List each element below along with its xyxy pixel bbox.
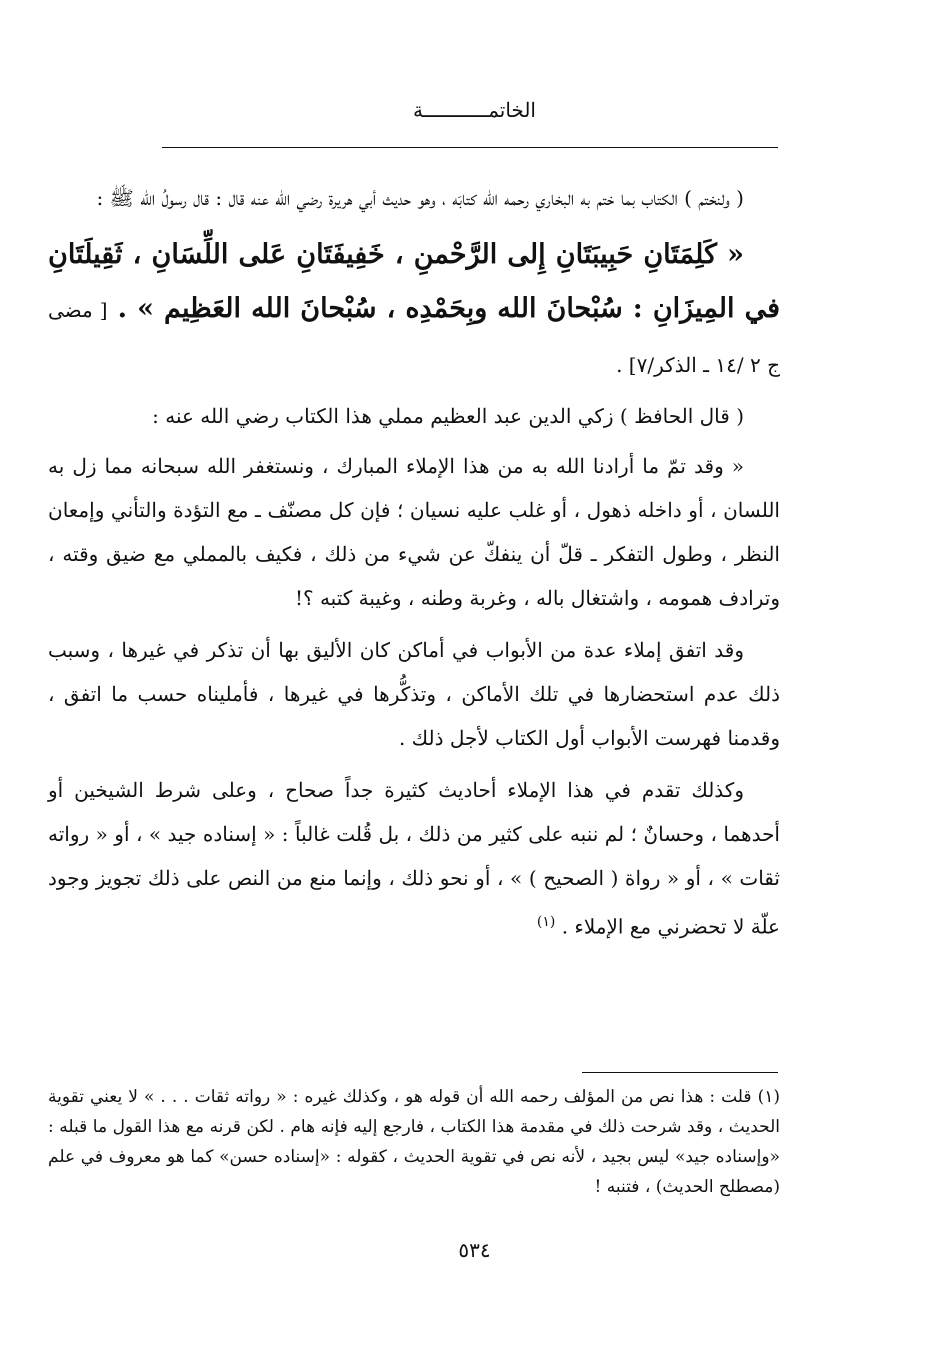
footnote-marker: (١) bbox=[536, 914, 556, 930]
footnote: (١) قلت : هذا نص من المؤلف رحمه الله أن قوله هو ، وكذلك غيره : « رواته ثقات . . . » لا يعني تقوية الحديث ، وقد شرحت ذلك في مقدمة هذا الكتاب ، فارجع إليه فإنه هام . لكن قرنه مع هذا القول ما قبله : «وإسناده جيد» ليس بجيد ، لأنه نص في تقوية الحديث ، كقوله : «إسناده حسن» كما هو معروف في علم (مصطلح الحديث) ، فتنبه ! bbox=[48, 1087, 780, 1197]
footnote-rule bbox=[582, 1072, 778, 1073]
paragraph-hafiz: ( قال الحافظ ) زكي الدين عبد العظيم مملي هذا الكتاب رضي الله عنه : bbox=[152, 404, 744, 428]
hadith-text: « كَلِمَتَانِ حَبِيبَتَانِ إِلى الرَّحْمنِ ، خَفِيفَتَانِ عَلى اللِّسَانِ ، ثَقِيلَتَانِ في المِيزَانِ : سُبْحانَ الله وبِحَمْدِه ، سُبْحانَ الله العَظِيم » . bbox=[48, 239, 780, 324]
header-rule bbox=[162, 147, 778, 148]
page-number: ٥٣٤ bbox=[458, 1238, 491, 1262]
paragraph-intro: ( ولنختم ) الكتاب بما ختم به البخاري رحمه الله كتابَه ، وهو حديث أبي هريرة رضي الله عنه قال : قال رسولُ الله ﷺ : bbox=[96, 186, 744, 210]
main-text bbox=[48, 176, 780, 957]
hadith-reference: [ مضى ج ٢ /١٤ ـ الذكر/٧] . bbox=[48, 298, 780, 377]
paragraph-closing-note: « وقد تمّ ما أرادنا الله به من هذا الإملاء المبارك ، ونستغفر الله سبحانه مما زل به اللسان ، أو داخله ذهول ، أو غلب عليه نسيان ؛ فإن كل مصنّف ـ مع التؤدة والتأني وإمعان النظر ، وطول التفكر ـ قلّ أن ينفكّ عن شيء من ذلك ، فكيف بالمملي مع ضيق وقته ، وترادف همومه ، واشتغال باله ، وغربة وطنه ، وغيبة كتبه ؟! bbox=[48, 454, 780, 610]
paragraph-grading-text: وكذلك تقدم في هذا الإملاء أحاديث كثيرة جداً صحاح ، وعلى شرط الشيخين أو أحدهما ، وحسانٌ ؛ لم ننبه على كثير من ذلك ، بل قُلت غالباً : « إسناده جيد » ، أو « رواته ثقات » ، أو « رواة ( الصحيح ) » ، أو نحو ذلك ، وإنما منع من النص على ذلك تجويز وجود علّة لا تحضرني مع الإملاء . bbox=[48, 778, 780, 939]
paragraph-chapters: وقد اتفق إملاء عدة من الأبواب في أماكن كان الأليق بها أن تذكر في غيرها ، وسبب ذلك عدم استحضارها في تلك الأماكن ، وتذكُّرها في غيرها ، فأمليناه حسب ما اتفق ، وقدمنا فهرست الأبواب أول الكتاب لأجل ذلك . bbox=[48, 638, 780, 750]
running-title: الخاتمـــــــــــة bbox=[413, 98, 536, 122]
paragraph-grading bbox=[48, 768, 780, 949]
hadith-paragraph bbox=[48, 228, 780, 392]
